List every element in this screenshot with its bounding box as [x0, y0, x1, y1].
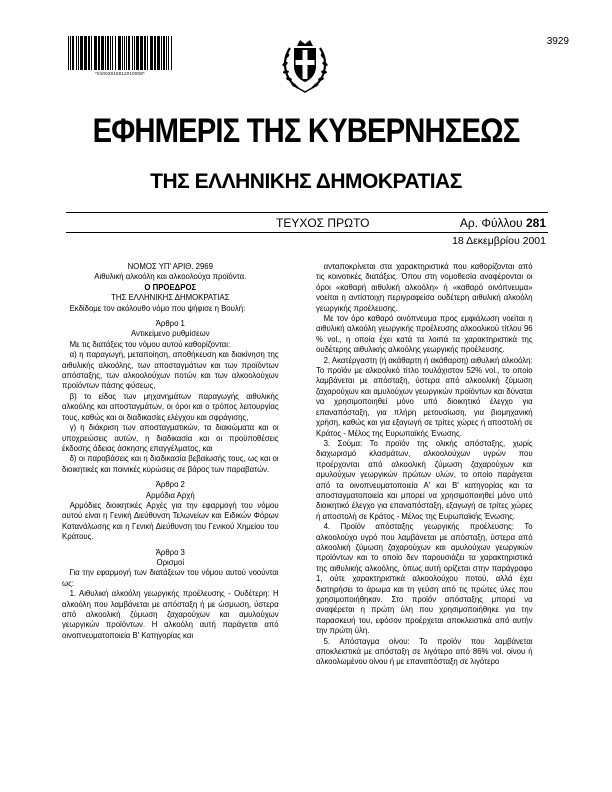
barcode-bar — [80, 36, 83, 70]
paragraph: 4. Προϊόν απόσταξης γεωργικής προέλευσης: Το αλκοολούχο υγρό που λαμβάνεται με απόσταξη, ύστερα από αλκοολική ζύμωση ζαχαρούχων και αμυλούχων γεωργικών προϊόντων και το οποίο δεν παρουσιάζει τα χαρακτηριστικά της αιθυλικής αλκοόλης, όπως αυτή ορίζεται στην παράγραφο 1, ούτε χαρακτηριστικά αλκοολούχου ποτού, αλλά έχει διατηρήσει το άρωμα και τη γεύση από τις πρώτες ύλες που χρησιμοποιήθηκαν. Στο προϊόν απόσταξης μπορεί να αναφέρεται η πρώτη ύλη που χρησιμοποιήθηκε για την παρασκευή του, εφόσον προέρχεται αποκλειστικά από αυτήν την πρώτη ύλη. — [316, 522, 533, 636]
barcode-bar — [161, 36, 162, 70]
barcode-bar — [134, 36, 135, 70]
barcode-bar — [115, 36, 116, 70]
barcode-bar — [124, 36, 125, 70]
paragraph: Αντικείμενο ρυθμίσεων — [130, 329, 210, 339]
issue-label: ΤΕΥΧΟΣ ΠΡΩΤΟ — [276, 216, 370, 230]
barcode-bar — [122, 36, 123, 70]
barcode-bar — [88, 36, 90, 70]
barcode-bar — [72, 36, 74, 70]
paragraph: 5. Απόσταγμα οίνου: Το προϊόν που λαμβάνεται αποκλειστικά με απόσταξη σε λιγότερο από 86% vol. οίνου ή αλκοολωμένου οίνου ή με επαναπόσταξη σε λιγότερο — [316, 636, 533, 667]
header-rule-bottom — [66, 232, 548, 233]
barcode-bar — [98, 36, 100, 70]
header-rule-top — [66, 212, 548, 213]
paragraph: Αρμόδιες διοικητικές Αρχές για την εφαρμογή του νόμου αυτού είναι η Γενική Διεύθυνση Τελωνείων και Ειδικών Φόρων Κατανάλωσης και η Γενική Διεύθυνση του Γενικού Χημείου του Κράτους. — [62, 500, 279, 542]
barcode — [68, 36, 172, 70]
barcode-bar — [118, 36, 121, 70]
barcode-bar — [171, 36, 172, 70]
sheet-label: Αρ. Φύλλου — [459, 216, 523, 230]
barcode-bar — [84, 36, 87, 70]
page-number: 3929 — [546, 36, 569, 47]
paragraph: Εκδίδομε τον ακόλουθο νόμο που ψήφισε η Βουλή: — [69, 303, 246, 313]
paragraph: Με τον όρο καθαρό οινόπνευμα προς εμφιάλωση νοείται η αιθυλική αλκοόλη γεωργικής προέλευσης αλκοολικού τίτλου 96 % vol., η οποία έχει κατά τα λοιπά τα χαρακτηριστικά της ουδέτερης αιθυλικής αλκοόλης γεωργικής προέλευσης. — [316, 314, 533, 355]
left-column — [62, 262, 279, 641]
barcode-bar — [101, 36, 104, 70]
barcode-bar — [110, 36, 111, 70]
paragraph: α) η παραγωγή, μεταποίηση, αποθήκευση και διακίνηση της αιθυλικής αλκοόλης, των αποσταγμάτων και των προϊόντων απόσταξης, των αλκοολούχων ποτών και των αλκοολούχων προϊόντων πάσης φύσεως, — [62, 350, 279, 391]
right-column — [316, 262, 533, 668]
barcode-bar — [78, 36, 79, 70]
paragraph: Άρθρο 1 — [155, 319, 185, 329]
paragraph: Για την εφαρμογή των διατάξεων του νόμου αυτού νοούνται ως: — [62, 568, 279, 588]
paragraph: Άρθρο 3 — [155, 547, 185, 557]
barcode-bar — [91, 36, 92, 70]
barcode-bar — [168, 36, 169, 70]
issue-date: 18 Δεκεμβρίου 2001 — [452, 235, 546, 247]
barcode-bar — [150, 36, 153, 70]
barcode-bar — [105, 36, 106, 70]
sheet-number-value: 281 — [525, 216, 546, 230]
barcode-bar — [154, 36, 156, 70]
paragraph: Αιθυλική αλκοόλη και αλκοολούχα προϊόντα. — [94, 272, 247, 282]
newspaper-subtitle: ΤΗΣ ΕΛΛΗΝΙΚΗΣ ΔΗΜΟΚΡΑΤΙΑΣ — [150, 170, 462, 193]
barcode-bar — [68, 36, 69, 70]
sheet-number — [460, 216, 546, 230]
paragraph: Ο ΠΡΟΕΔΡΟΣ — [144, 282, 197, 292]
barcode-bar — [157, 36, 160, 70]
paragraph: Ορισμοί — [156, 557, 185, 567]
barcode-bar — [132, 36, 133, 70]
barcode-bar — [163, 36, 165, 70]
paragraph: δ) οι παραβάσεις και η διαδικασία βεβαίωσής τους, ως και οι διοικητικές και ποινικές κυρώσεις σε βάρος των παραβατών. — [62, 454, 279, 474]
barcode-bar — [94, 36, 97, 70]
paragraph: Με τις διατάξεις του νόμου αυτού καθορίζονται: — [69, 339, 231, 349]
barcode-bar — [144, 36, 146, 70]
paragraph: ανταποκρίνεται στα χαρακτηριστικά που καθορίζονται από τις κοινοτικές διατάξεις. Όπου στη νομοθεσία αναφέρονται οι όροι «καθαρή αιθυλική αλκοόλη» ή «καθαρό οινόπνευμα» νοείται η αντίστοιχη περιγραφείσα ουδέτερη αιθυλική αλκοόλη γεωργικής προέλευσης. — [316, 262, 533, 313]
barcode-caption: *01002810812010008* — [95, 71, 145, 76]
paragraph: ΝΟΜΟΣ ΥΠ' ΑΡΙΘ. 2969 — [127, 262, 213, 271]
paragraph: ΤΗΣ ΕΛΛΗΝΙΚΗΣ ΔΗΜΟΚΡΑΤΙΑΣ — [111, 293, 230, 303]
barcode-bar — [76, 36, 77, 70]
coat-of-arms-emblem-icon — [280, 34, 330, 96]
barcode-bar — [126, 36, 127, 70]
barcode-bar — [136, 36, 139, 70]
paragraph: 3. Σούμα: Το προϊόν της ολικής απόσταξης, χωρίς διαχωρισμό κλασμάτων, αλκοολούχων υγρών που προέρχονται από αλκοολική ζύμωση ζαχαρούχων και αμυλούχων γεωργικών πρώτων υλών, το οποίο παράγεται από τα οινοπνευματοποιεία Α' και Β' κατηγορίας και τα αποσταγματοποιεία και μπορεί να χρησιμοποιηθεί μόνο υπό διοικητικό έλεγχο για επαναπόσταξη, εξαγωγή σε τρίτες χώρες ή αποστολή σε Κράτος - Μέλος της Ευρωπαϊκής Ένωσης. — [316, 438, 533, 521]
barcode-bar — [128, 36, 130, 70]
barcode-bar — [147, 36, 148, 70]
paragraph: γ) η διάκριση των αποσταγματικών, τα διακιώματα και οι υποχρεώσεις αυτών, η διαδικασία και οι προϋποθέσεις έκδοσης άδειας άσκησης επαγγέλματος, και — [62, 423, 279, 453]
newspaper-title: ΕΦΗΜΕΡΙΣ ΤΗΣ ΚΥΒΕΡΝΗΣΕΩΣ — [92, 112, 520, 150]
barcode-bar — [140, 36, 143, 70]
barcode-bar — [166, 36, 167, 70]
barcode-bar — [70, 36, 71, 70]
paragraph: Αρμόδια Αρχή — [145, 490, 195, 500]
paragraph: β) το είδος των μηχανημάτων παραγωγής αιθυλικής αλκοόλης και αποσταγμάτων, οι όροι και ο τρόπος λειτουργίας τους, καθώς και οι διαδικασίες ελέγχου και σφράγισης, — [62, 391, 279, 422]
paragraph: Άρθρο 2 — [155, 480, 185, 490]
paragraph: 2. Ακατέργαστη (ή ακάθαρτη ή ακάθαρση) αιθυλική αλκοόλη: Το προϊόν με αλκοολικό τίτλο τουλάχιστον 52% vol., το οποίο λαμβάνεται με απόσταξη, ύστερα από αλκοολική ζύμωση ζαχαρούχων και αμυλούχων γεωργικών προϊόντων και δύναται να χρησιμοποιηθεί μόνο υπό διοικητικό έλεγχο για επαναπόσταξη, για πλήρη μετουσίωση, για βιομηχανική χρήση, καθώς και για εξαγωγή σε τρίτες χώρες ή αποστολή σε Κράτος - Μέλος της Ευρωπαϊκής Ένωσης. — [316, 355, 533, 438]
barcode-bar — [107, 36, 109, 70]
paragraph: 1. Αιθυλική αλκοόλη γεωργικής προέλευσης - Ουδέτερη: Η αλκοόλη που λαμβάνεται με απόσταξη ή με ώσμωση, ύστερα από αλκοολική ζύμωση ζαχαρούχων και αμυλούχων γεωργικών προϊόντων. Η αλκοόλη αυτή παράγεται από οινοπνευματοποιεία Β' Κατηγορίας και — [62, 589, 279, 640]
barcode-bar — [112, 36, 113, 70]
